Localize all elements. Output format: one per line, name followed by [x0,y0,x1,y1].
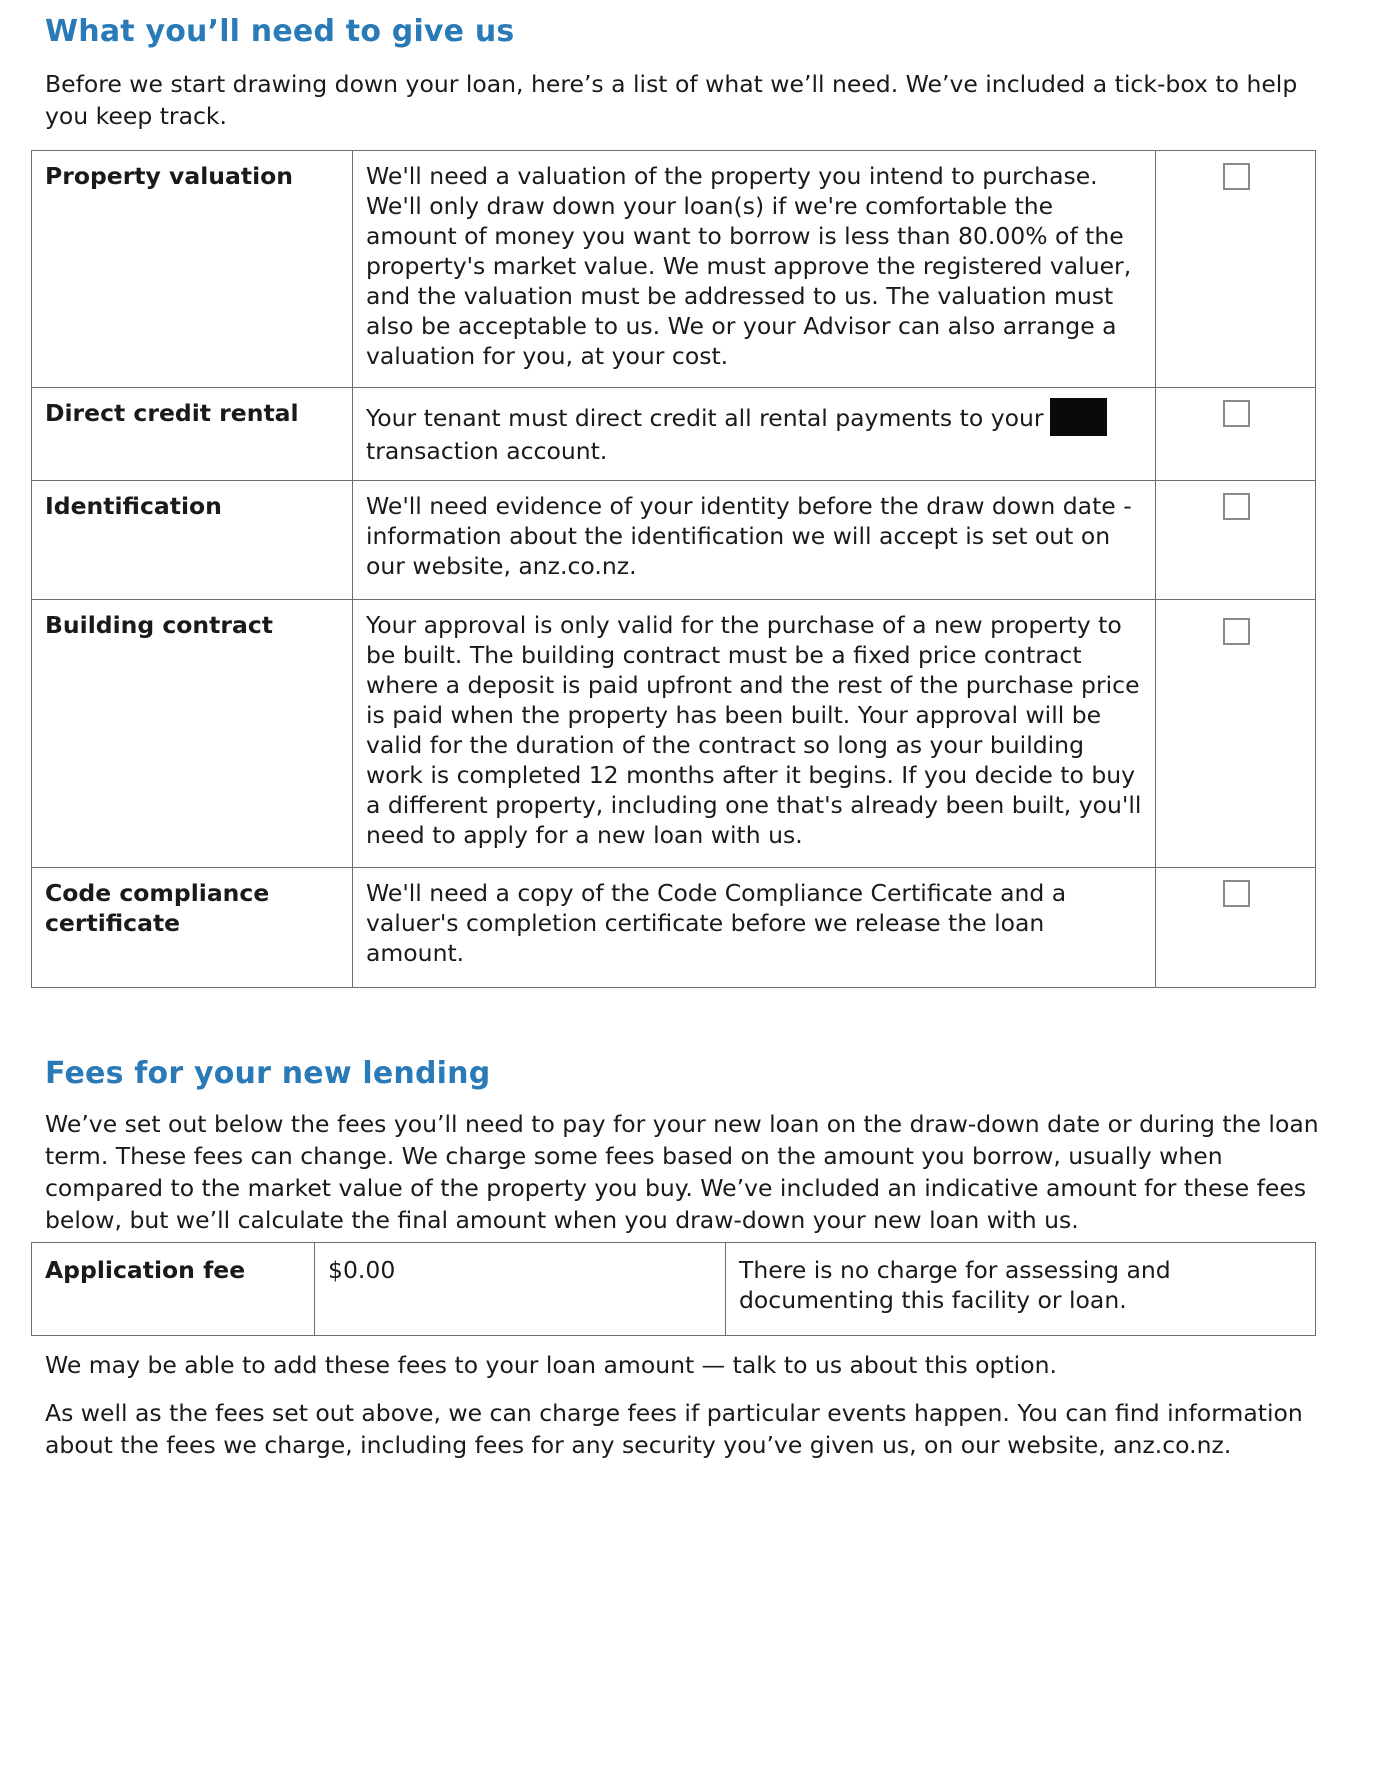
requirement-label: Identification [32,481,353,600]
tick-checkbox[interactable] [1223,880,1250,907]
table-row [32,1243,1316,1336]
fee-amount: $0.00 [315,1243,726,1336]
requirements-intro: Before we start drawing down your loan, here’s a list of what we’ll need. We’ve included a tick-box to help you keep track. [45,70,1298,130]
table-row [32,868,1316,988]
requirement-description: We'll need a copy of the Code Compliance Certificate and a valuer's completion certificate before we release the loan amount. [353,868,1156,988]
requirement-label: Direct credit rental [32,388,353,481]
fees-table [31,1242,1316,1336]
table-row [32,388,1316,481]
fee-name: Application fee [32,1243,315,1336]
tick-checkbox[interactable] [1223,163,1250,190]
requirement-description: We'll need a valuation of the property you intend to purchase. We'll only draw down your loan(s) if we're comfortable the amount of money you want to borrow is less than 80.00% of the property's market value. We must approve the registered valuer, and the valuation must be addressed to us. The valuation must also be acceptable to us. We or your Advisor can also arrange a valuation for you, at your cost. [353,151,1156,388]
fees-note-add-to-loan: We may be able to add these fees to your loan amount — talk to us about this option. [45,1351,1057,1379]
fees-intro: We’ve set out below the fees you’ll need to pay for your new loan on the draw-down date or during the loan term. These fees can change. We charge some fees based on the amount you borrow, usually when compared to the market value of the property you buy. We’ve included an indicative amount for these fees below, but we’ll calculate the final amount when you draw-down your new loan with us. [45,1110,1319,1234]
requirement-label: Building contract [32,600,353,868]
fee-note: There is no charge for assessing and documenting this facility or loan. [726,1243,1316,1336]
section-heading-requirements: What you’ll need to give us [45,14,515,49]
redaction-block [1050,398,1107,436]
requirement-description: We'll need evidence of your identity before the draw down date - information about the identification we will accept is set out on our website, anz.co.nz. [353,481,1156,600]
section-heading-fees: Fees for your new lending [45,1056,491,1091]
tick-checkbox[interactable] [1223,493,1250,520]
fees-note-events: As well as the fees set out above, we can charge fees if particular events happen. You can find information about the fees we charge, including fees for any security you’ve given us, on our website, anz.co.nz. [45,1399,1303,1459]
requirement-description: Your approval is only valid for the purchase of a new property to be built. The building contract must be a fixed price contract where a deposit is paid upfront and the rest of the purchase price is paid when the property has been built. Your approval will be valid for the duration of the contract so long as your building work is completed 12 months after it begins. If you decide to buy a different property, including one that's already been built, you'll need to apply for a new loan with us. [353,600,1156,868]
tick-checkbox[interactable] [1223,400,1250,427]
description-text: transaction account. [366,437,608,465]
requirement-label: Code compliance certificate [32,868,353,988]
description-text: Your tenant must direct credit all rental payments to your [366,404,1044,432]
requirement-description [353,388,1156,481]
table-row [32,600,1316,868]
table-row [32,481,1316,600]
requirements-table [31,150,1316,988]
tick-checkbox[interactable] [1223,618,1250,645]
requirement-label: Property valuation [32,151,353,388]
table-row [32,151,1316,388]
